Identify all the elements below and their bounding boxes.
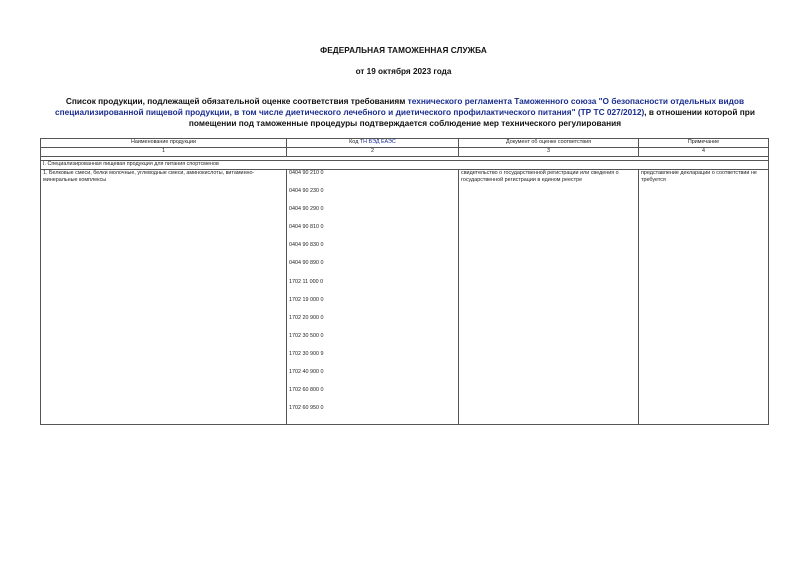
column-number: 2 (287, 148, 459, 157)
code-list (287, 170, 459, 425)
code-item: 1702 20 900 0 (289, 314, 324, 321)
column-number-row (41, 148, 769, 157)
code-item: 1702 19 000 0 (289, 296, 324, 303)
code-item: 0404 90 290 0 (289, 206, 324, 213)
conformity-document: свидетельство о государственной регистрации или сведения о государственной регистрации в едином реестре (459, 170, 639, 425)
code-header-prefix: Код (349, 139, 360, 145)
code-item: 0404 90 890 0 (289, 260, 324, 267)
code-item: 1702 11 000 0 (289, 278, 324, 285)
heading-prefix: Список продукции, подлежащей обязательной оценке соответствия требованиям (65, 96, 408, 106)
code-item: 0404 90 810 0 (289, 224, 324, 231)
code-item: 0404 90 210 0 (289, 170, 324, 176)
column-header-document: Документ об оценке соответствия (459, 139, 639, 148)
column-number: 4 (639, 148, 769, 157)
column-header-name: Наименование продукции (41, 139, 287, 148)
table-row (41, 170, 769, 425)
section-row (41, 161, 769, 170)
table-header-row (41, 139, 769, 148)
product-name: 1. Белковые смеси, белки молочные, углеводные смеси, аминокислоты, витаминно-минеральные комплексы (41, 170, 287, 425)
column-header-note: Примечание (639, 139, 769, 148)
product-table (40, 138, 769, 425)
heading-suffix: , в отношении которой при помещении под таможенные процедуры подтверждается соблюдение мер технического регулирования (188, 107, 755, 128)
column-number: 1 (41, 148, 287, 157)
column-number: 3 (459, 148, 639, 157)
column-header-code (287, 139, 459, 148)
tnved-link[interactable]: ТН ВЭД ЕАЭС (359, 139, 396, 145)
code-item: 0404 90 830 0 (289, 242, 324, 249)
list-heading (38, 96, 772, 129)
note: представление декларации о соответствии не требуется (639, 170, 769, 425)
code-item: 0404 90 230 0 (289, 188, 324, 195)
code-item: 1702 30 900 9 (289, 350, 324, 357)
code-item: 1702 30 500 0 (289, 332, 324, 339)
code-item: 1702 60 950 0 (289, 405, 324, 412)
document-date: от 19 октября 2023 года (355, 67, 452, 76)
section-title: I. Специализированная пищевая продукция для питания спортсменов (41, 161, 769, 170)
regulation-link[interactable]: технического регламента Таможенного союза "О безопасности отдельных видов специализированной пищевой продукции, в том числе диетического лечебного и диетического профилактического питания" (ТР ТС 027/2012) (55, 96, 745, 117)
code-item: 1702 40 900 0 (289, 369, 324, 376)
agency-title: ФЕДЕРАЛЬНАЯ ТАМОЖЕННАЯ СЛУЖБА (320, 46, 487, 55)
code-item: 1702 60 800 0 (289, 387, 324, 394)
